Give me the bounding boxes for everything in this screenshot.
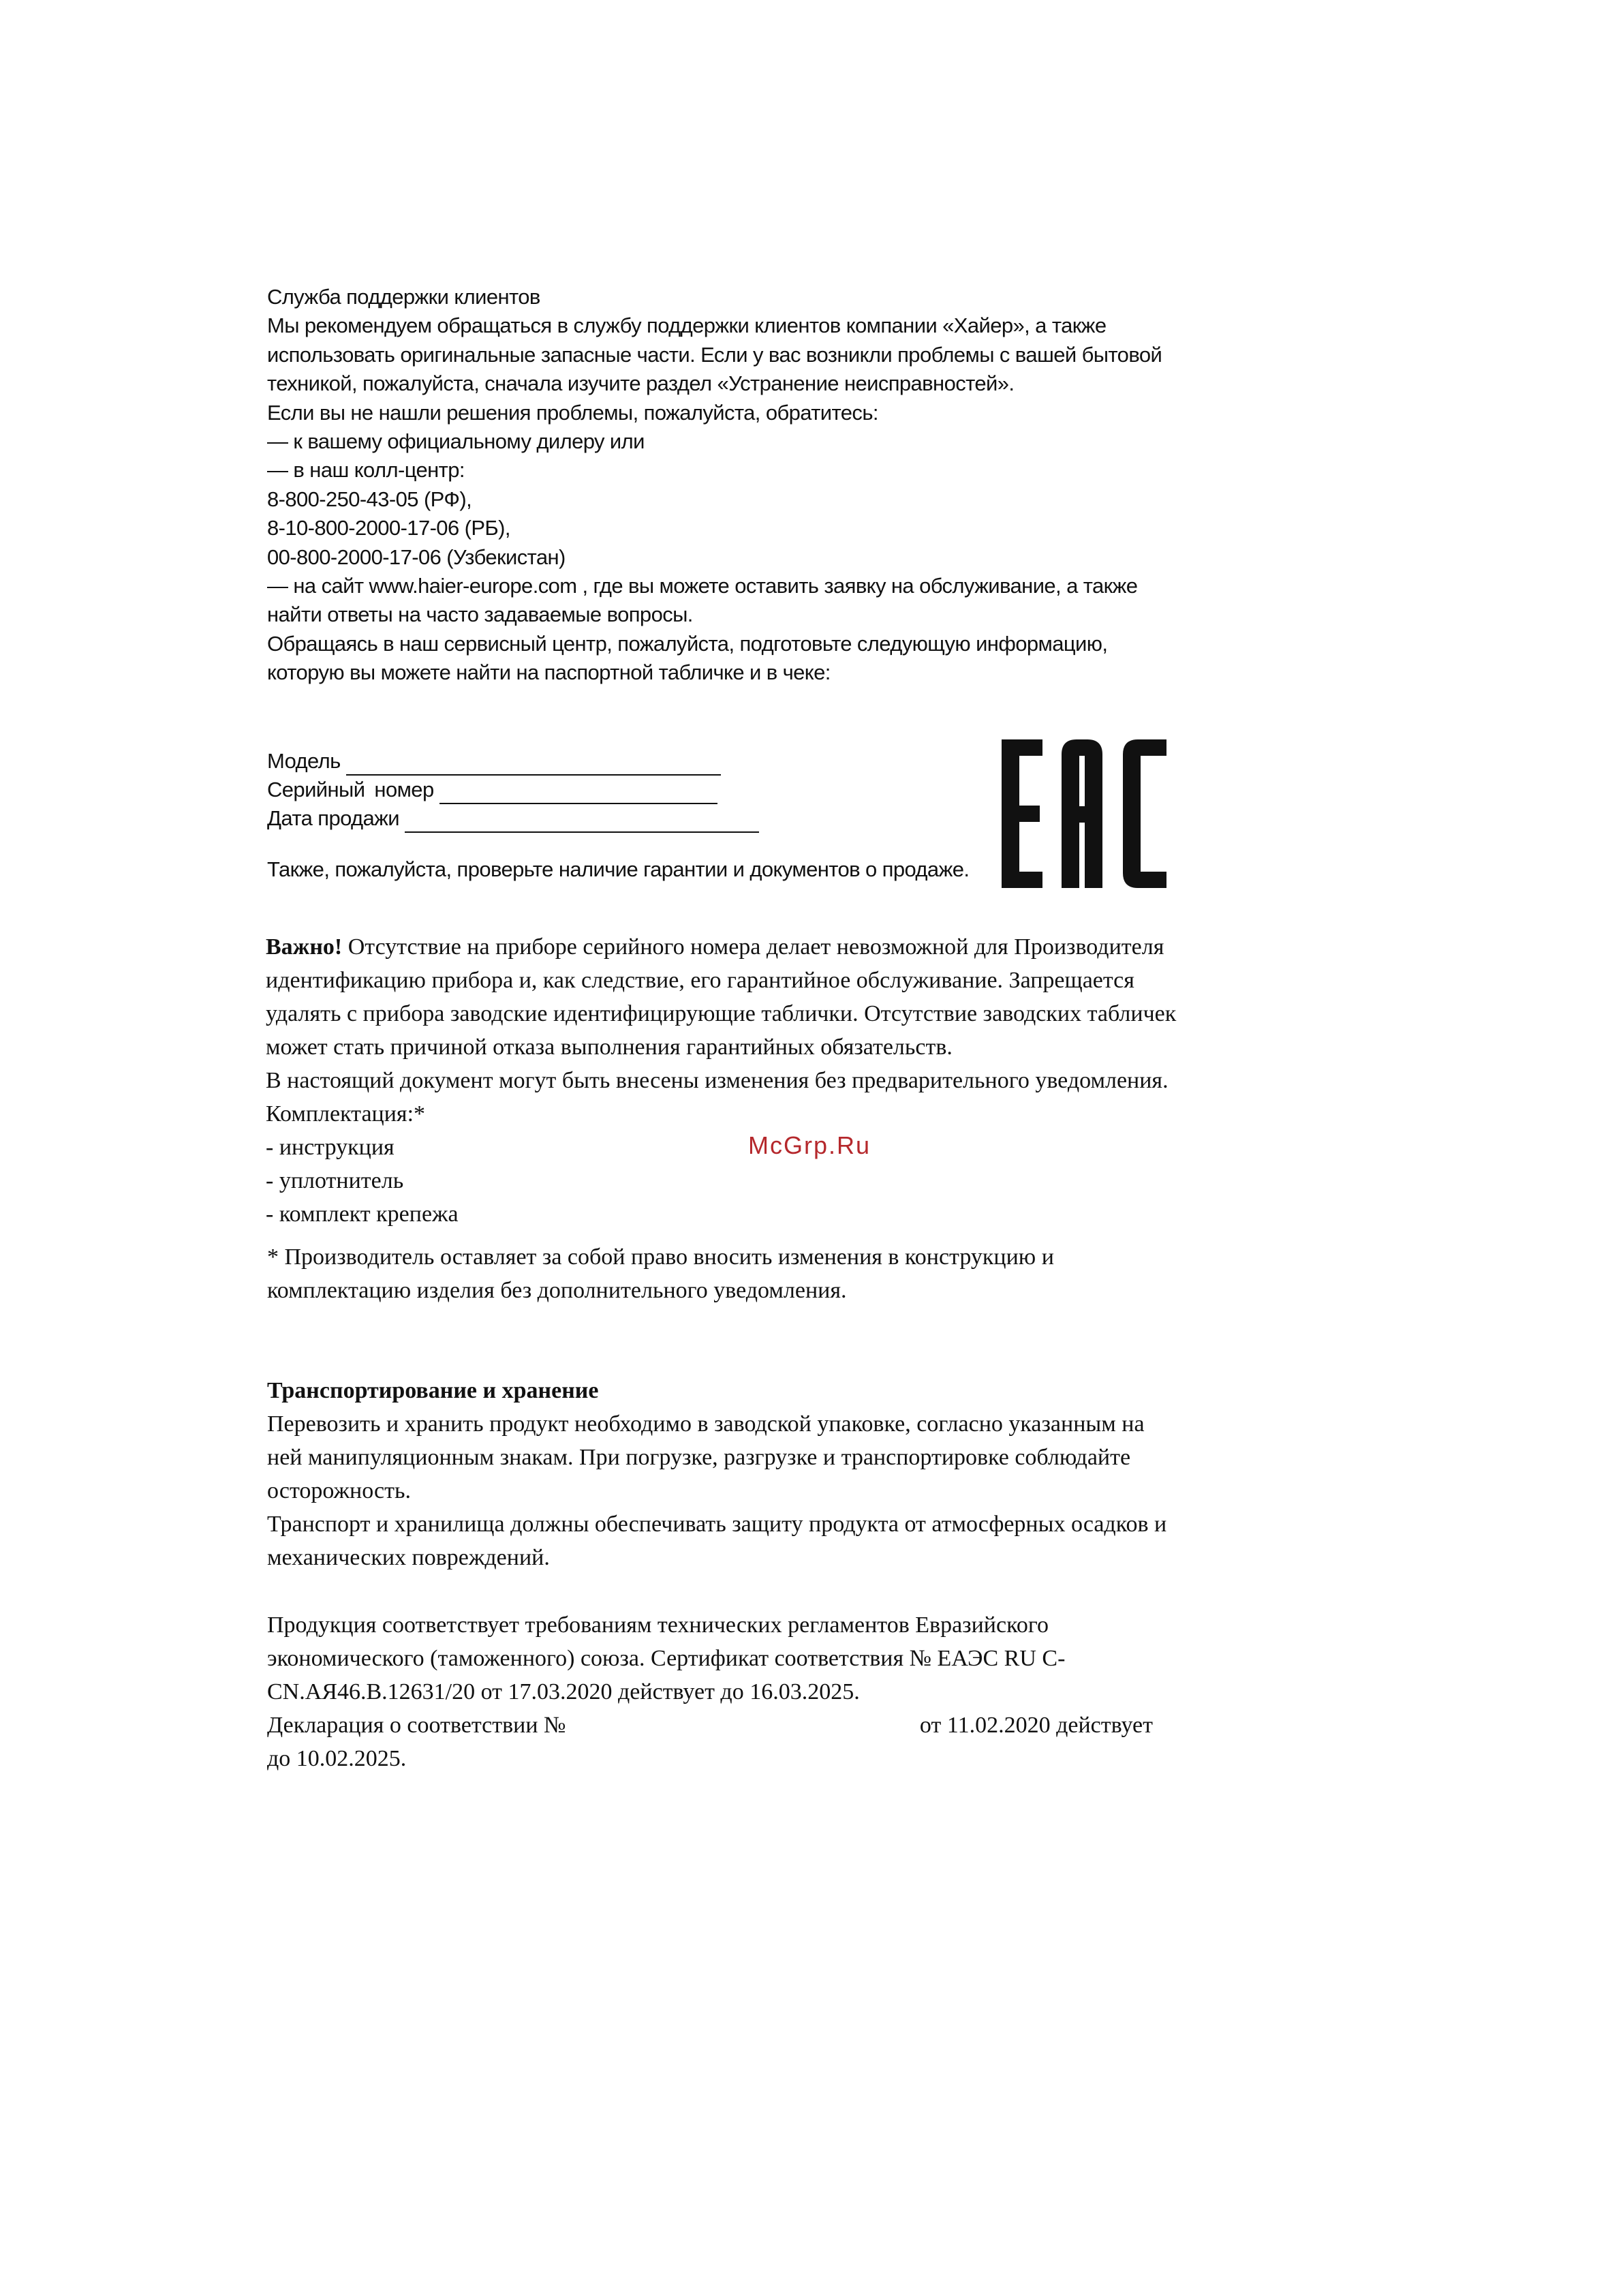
support-dealer: — к вашему официальному дилеру или [267, 429, 645, 454]
phone-rb: 8-10-800-2000-17-06 (РБ), [267, 516, 510, 540]
transport-p1: Перевозить и хранить продукт необходимо в заводской упаковке, согласно указанным на ней манипуляционным знакам. При погрузке, разгрузке и транспортировке соблюдайте осторожность. [267, 1411, 1145, 1503]
important-paragraph [266, 930, 1186, 1064]
declaration-row [267, 1709, 1153, 1742]
eac-c [1123, 739, 1166, 888]
eac-a [1062, 739, 1102, 888]
support-call-center: — в наш колл-центр: [267, 458, 465, 483]
serial-row [267, 776, 759, 804]
kit-title: Комплектация:* [266, 1101, 426, 1127]
important-section [266, 930, 1186, 1231]
model-row [267, 747, 759, 776]
kit-item: - комплект крепежа [266, 1201, 459, 1227]
kit-item: - инструкция [266, 1135, 395, 1160]
serial-label: Серийный номер [267, 778, 434, 801]
transport-p2: Транспорт и хранилища должны обеспечивать защиту продукта от атмосферных осадков и механических повреждений. [267, 1512, 1167, 1570]
eac-e-mid [1002, 806, 1040, 822]
certificate-section [267, 1608, 1153, 1775]
watermark: McGrp.Ru [748, 1131, 871, 1159]
important-lead: Важно! [266, 934, 343, 960]
support-title: Служба поддержки клиентов [267, 285, 540, 309]
product-info-form [267, 747, 759, 833]
phone-rf: 8-800-250-43-05 (РФ), [267, 487, 472, 511]
model-blank [346, 754, 721, 776]
eac-e-bottom [1002, 872, 1042, 888]
support-prepare: Обращаясь в наш сервисный центр, пожалуйста, подготовьте следующую информацию, которую вы можете найти на паспортной табличке и в чеке: [267, 631, 1108, 685]
kit-item: - уплотнитель [266, 1168, 404, 1193]
eac-e-top [1002, 739, 1042, 756]
eac-logo [1002, 739, 1166, 888]
date-blank [405, 811, 759, 833]
transport-section [267, 1374, 1180, 1574]
transport-title: Транспортирование и хранение [267, 1378, 599, 1403]
support-section [267, 283, 1180, 688]
changes-notice: В настоящий документ могут быть внесены изменения без предварительного уведомления. [266, 1068, 1169, 1093]
declaration-end: до 10.02.2025. [267, 1746, 407, 1771]
declaration-left: Декларация о соответствии № [267, 1713, 566, 1738]
date-row [267, 804, 759, 833]
kit-footnote: * Производитель оставляет за собой право вносить изменения в конструкцию и комплектацию изделия без дополнительного уведомления. [267, 1244, 1054, 1303]
important-text: Отсутствие на приборе серийного номера делает невозможной для Производителя идентификацию прибора и, как следствие, его гарантийное обслуживание. Запрещается удалять с прибора заводские идентифицирующие таблички. Отсутствие заводских табличек может стать причиной отказа выполнения гарантийных обязательств. [266, 934, 1177, 1060]
support-site: — на сайт www.haier-europe.com , где вы можете оставить заявку на обслуживание, а также найти ответы на часто задаваемые вопросы. [267, 574, 1138, 627]
serial-blank [439, 782, 717, 804]
date-label: Дата продажи [267, 806, 400, 830]
phone-uz: 00-800-2000-17-06 (Узбекистан) [267, 545, 566, 569]
certificate-text: Продукция соответствует требованиям технических регламентов Евразийского экономического (таможенного) союза. Сертификат соответствия № ЕАЭС RU C-CN.АЯ46.В.12631/20 от 17.03.2020 действует до 16.03.2025. [267, 1612, 1066, 1704]
declaration-right: от 11.02.2020 действует [919, 1713, 1153, 1738]
support-if-not-found: Если вы не нашли решения проблемы, пожалуйста, обратитесь: [267, 400, 878, 425]
support-intro: Мы рекомендуем обращаться в службу поддержки клиентов компании «Хайер», а также использовать оригинальные запасные части. Если у вас возникли проблемы с вашей бытовой техникой, пожалуйста, сначала изучите раздел «Устранение неисправностей». [267, 313, 1162, 396]
model-label: Модель [267, 749, 341, 773]
warranty-note: Также, пожалуйста, проверьте наличие гарантии и документов о продаже. [267, 857, 970, 881]
